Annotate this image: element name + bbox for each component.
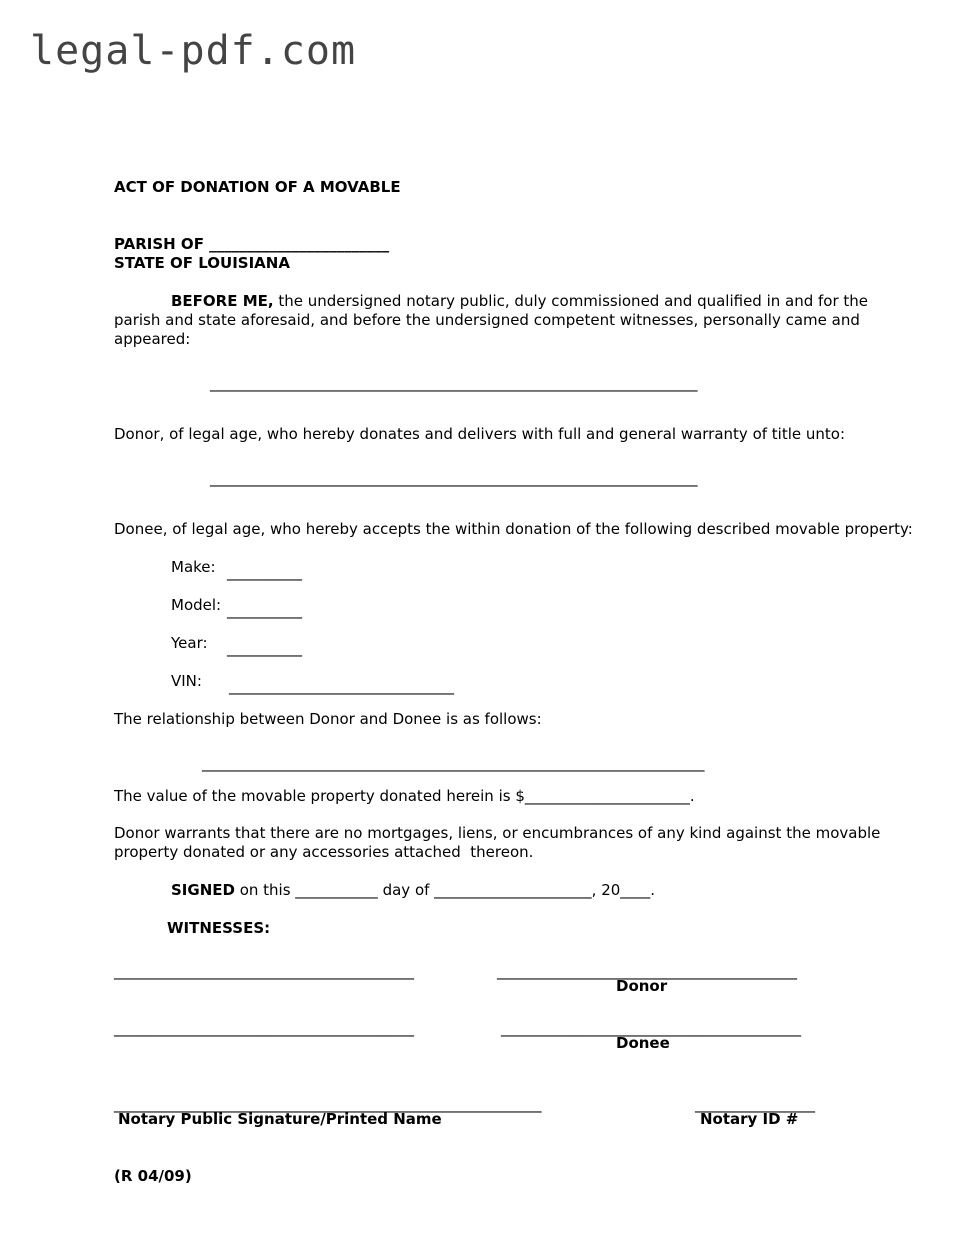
document-title: ACT OF DONATION OF A MOVABLE bbox=[114, 178, 401, 196]
vin-blank[interactable]: ______________________________ bbox=[229, 677, 454, 695]
year-blank[interactable]: __________ bbox=[227, 639, 302, 657]
donor-name-blank[interactable]: _________________________________________________________________ bbox=[210, 374, 698, 392]
signed-line bbox=[171, 881, 655, 900]
before-me-bold: BEFORE ME, bbox=[171, 292, 274, 310]
relationship-blank[interactable]: ___________________________________________________________________ bbox=[202, 754, 705, 772]
notary-signature-blank[interactable]: _________________________________________________________ bbox=[114, 1095, 542, 1113]
year-label: Year: bbox=[171, 634, 208, 652]
witness1-signature-blank[interactable]: ________________________________________ bbox=[114, 962, 414, 980]
signed-text: on this ___________ day of _____________________, 20____. bbox=[234, 881, 656, 899]
donor-signature-blank[interactable]: ________________________________________ bbox=[497, 962, 797, 980]
relationship-statement: The relationship between Donor and Donee is as follows: bbox=[114, 710, 542, 728]
donee-statement: Donee, of legal age, who hereby accepts the within donation of the following described movable property: bbox=[114, 520, 913, 538]
before-me-paragraph-line2: parish and state aforesaid, and before the undersigned competent witnesses, personally came and bbox=[114, 311, 860, 329]
model-label: Model: bbox=[171, 596, 222, 614]
vin-label: VIN: bbox=[171, 672, 202, 690]
before-me-paragraph-line3: appeared: bbox=[114, 330, 191, 348]
value-statement: The value of the movable property donated herein is $______________________. bbox=[114, 787, 695, 805]
model-blank[interactable]: __________ bbox=[227, 601, 302, 619]
donee-signature-blank[interactable]: ________________________________________ bbox=[501, 1019, 801, 1037]
watermark-logo: legal-pdf.com bbox=[30, 28, 357, 74]
donee-name-blank[interactable]: _________________________________________________________________ bbox=[210, 469, 698, 487]
parish-line: PARISH OF ________________________ bbox=[114, 235, 390, 253]
make-blank[interactable]: __________ bbox=[227, 563, 302, 581]
revision-code: (R 04/09) bbox=[114, 1167, 192, 1185]
donee-label: Donee bbox=[616, 1034, 670, 1052]
state-line: STATE OF LOUISIANA bbox=[114, 254, 290, 272]
warranty-line1: Donor warrants that there are no mortgages, liens, or encumbrances of any kind against the movable bbox=[114, 824, 881, 842]
make-label: Make: bbox=[171, 558, 216, 576]
notary-id-label: Notary ID # bbox=[700, 1110, 799, 1128]
witness2-signature-blank[interactable]: ________________________________________ bbox=[114, 1019, 414, 1037]
notary-id-blank[interactable]: ________________ bbox=[695, 1095, 815, 1113]
witnesses-label: WITNESSES: bbox=[167, 919, 271, 937]
before-me-text: the undersigned notary public, duly commissioned and qualified in and for the bbox=[273, 292, 869, 310]
warranty-line2: property donated or any accessories attached thereon. bbox=[114, 843, 534, 861]
signed-bold: SIGNED bbox=[171, 881, 235, 899]
before-me-paragraph-line1 bbox=[171, 292, 868, 311]
notary-signature-label: Notary Public Signature/Printed Name bbox=[118, 1110, 442, 1128]
donor-statement: Donor, of legal age, who hereby donates and delivers with full and general warranty of title unto: bbox=[114, 425, 846, 443]
donor-label: Donor bbox=[616, 977, 668, 995]
